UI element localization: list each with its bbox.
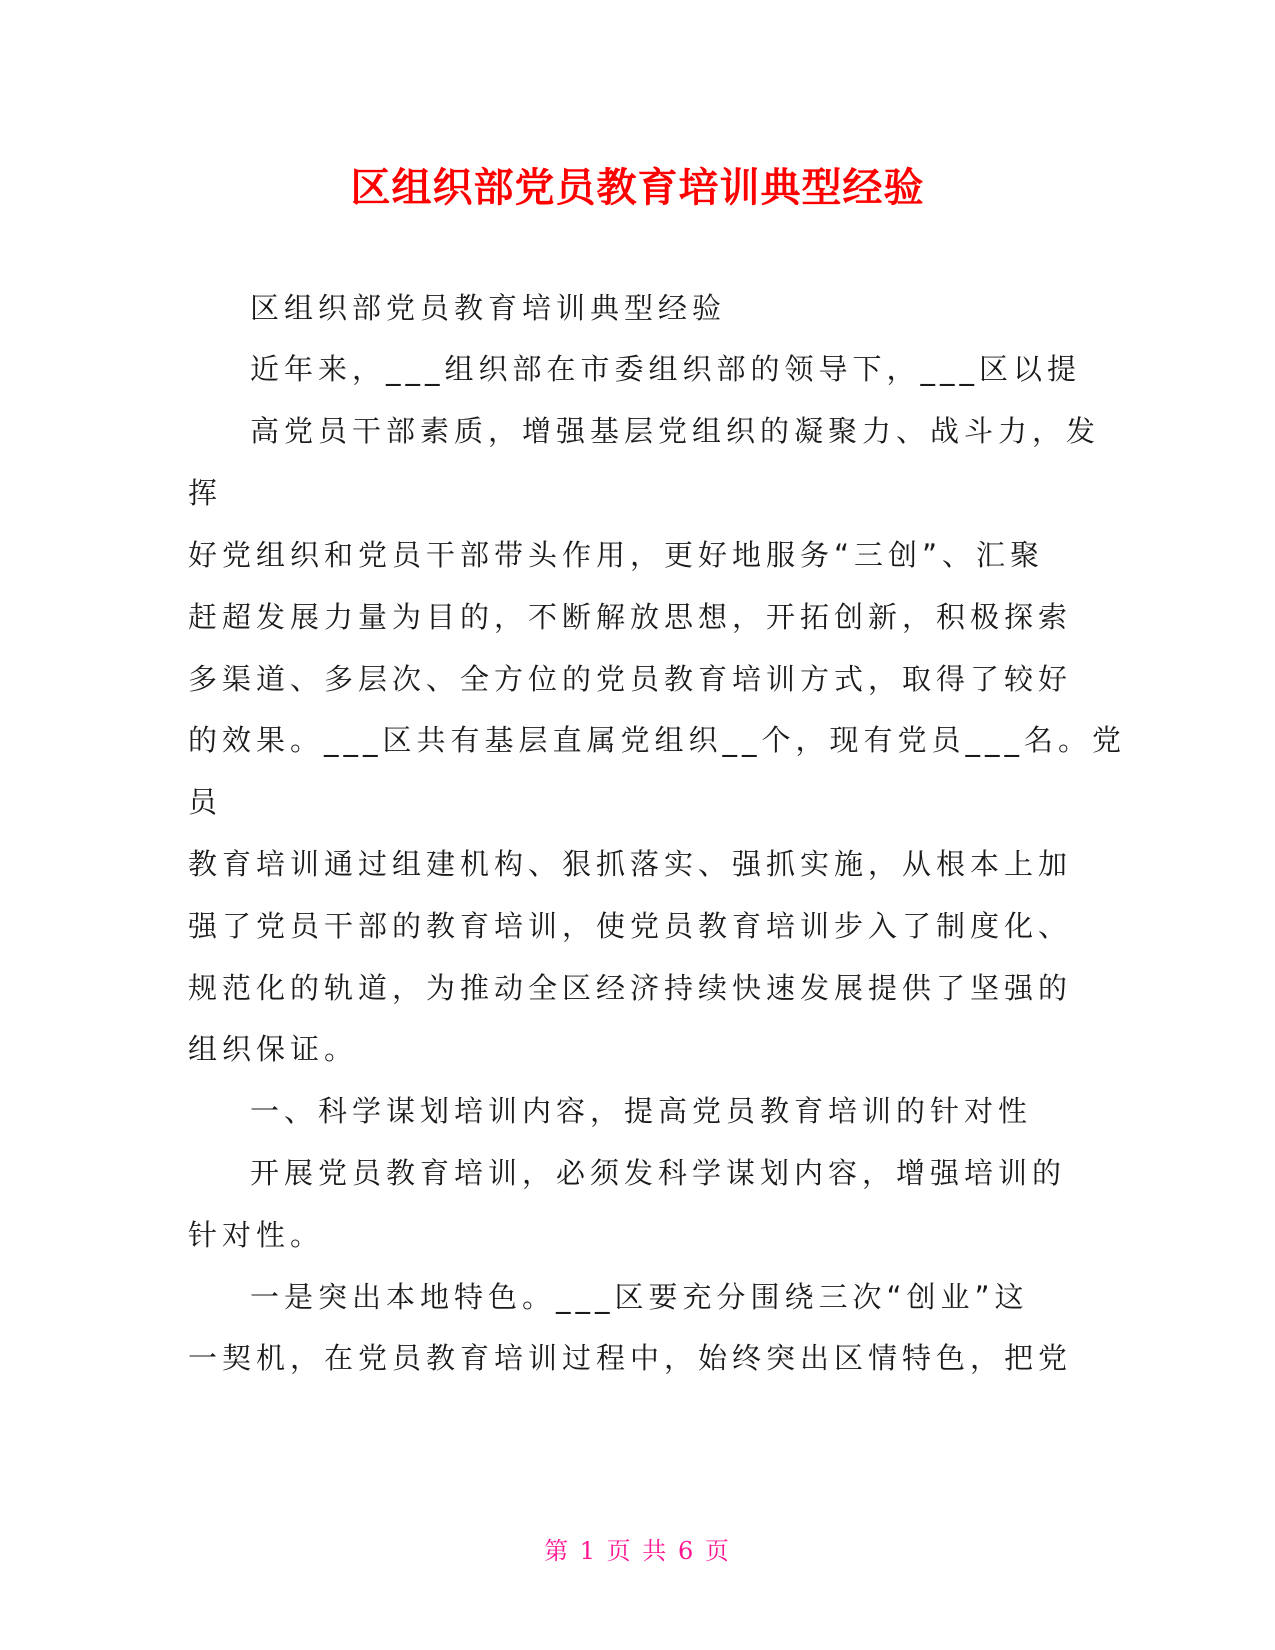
section-heading: 一、科学谋划培训内容，提高党员教育培训的针对性 [250, 1094, 1033, 1128]
body-line: 的效果。___区共有基层直属党组织__个，现有党员___名。党 [188, 723, 1127, 757]
body-line: 一是突出本地特色。___区要充分围绕三次“创业”这 [250, 1280, 1029, 1314]
body-line: 规范化的轨道，为推动全区经济持续快速发展提供了坚强的 [188, 971, 1073, 1005]
body-line: 多渠道、多层次、全方位的党员教育培训方式，取得了较好 [188, 662, 1073, 696]
body-line: 组织保证。 [188, 1032, 359, 1066]
body-line: 教育培训通过组建机构、狠抓落实、强抓实施，从根本上加 [188, 847, 1073, 881]
body-line: 高党员干部素质，增强基层党组织的凝聚力、战斗力，发 [250, 414, 1101, 448]
body-line: 区组织部党员教育培训典型经验 [250, 291, 727, 325]
body-line: 员 [188, 785, 223, 819]
body-line: 赶超发展力量为目的，不断解放思想，开拓创新，积极探索 [188, 600, 1073, 634]
body-line: 针对性。 [188, 1218, 325, 1252]
body-line: 挥 [188, 476, 223, 510]
page-number-footer: 第 1 页 共 6 页 [544, 1537, 731, 1565]
document-title: 区组织部党员教育培训典型经验 [350, 165, 925, 211]
body-line: 开展党员教育培训，必须发科学谋划内容，增强培训的 [250, 1156, 1067, 1190]
body-line: 好党组织和党员干部带头作用，更好地服务“三创”、汇聚 [188, 538, 1045, 572]
body-line: 近年来，___组织部在市委组织部的领导下，___区以提 [250, 352, 1082, 386]
body-line: 一契机，在党员教育培训过程中，始终突出区情特色，把党 [188, 1341, 1073, 1375]
body-line: 强了党员干部的教育培训，使党员教育培训步入了制度化、 [188, 909, 1073, 943]
